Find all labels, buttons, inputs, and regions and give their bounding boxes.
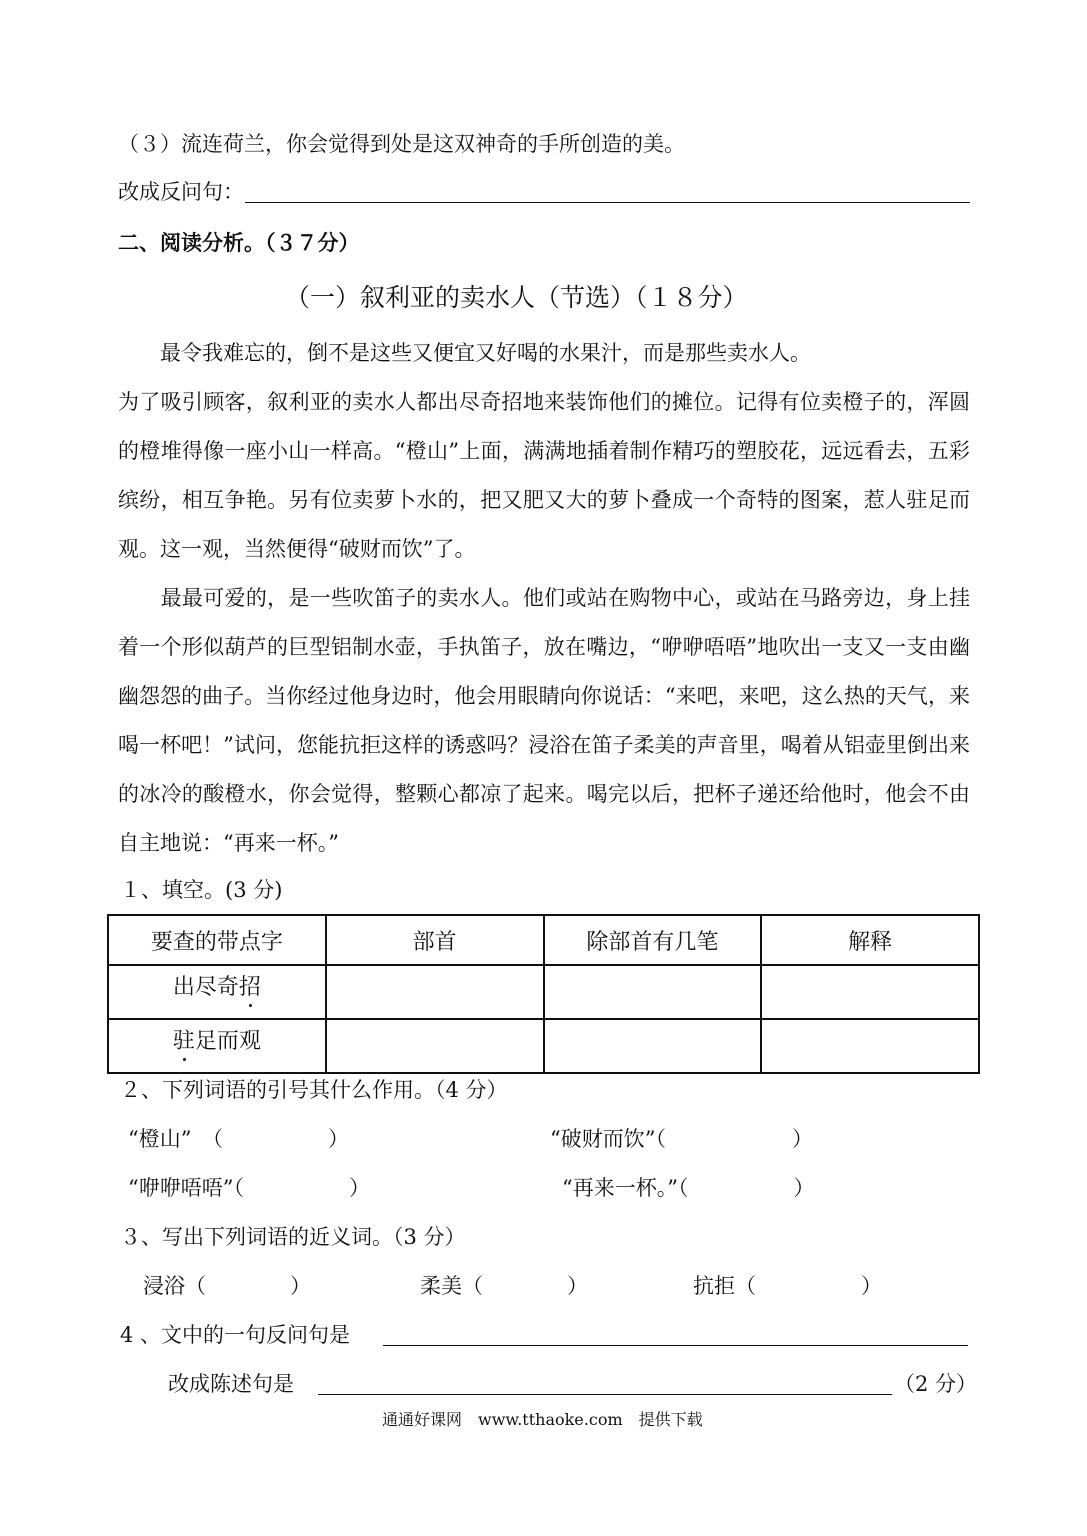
passage-paragraph-1: 最令我难忘的，倒不是这些又便宜又好喝的水果汁，而是那些卖水人。 [118,341,811,365]
word-part: 出尽奇 [172,975,239,1000]
points-label: （2 分） [894,1372,978,1396]
question-3-label: ３、写出下列词语的近义词。（3 分） [120,1225,466,1249]
answer-line[interactable] [318,1394,892,1395]
answer-cell[interactable] [326,1019,544,1073]
passage-paragraph-3: 最最可爱的，是一些吹笛子的卖水人。他们或站在购物中心，或站在马路旁边，身上挂着一个形似葫芦的巨型铝制水壶，手执笛子，放在嘴边，“咿咿唔唔”地吹出一支又一支由幽幽怨怨的曲子。当你经过他身边时，他会用眼睛向你说话：“来吧，来吧，这么热的天气，来喝一杯吧！”试问，您能抗拒这样的诱惑吗？浸浴在笛子柔美的声音里，喝着从铝壶里倒出来的冰冷的酸橙水，你会觉得，整颗心都凉了起来。喝完以后，把杯子递还给他时，他会不由自主地说：“再来一杯。” [118,586,970,855]
passage [118,329,970,868]
quote-item[interactable]: “橙山” （ ） [128,1127,349,1151]
quote-item[interactable]: “咿咿唔唔”（ ） [128,1176,370,1200]
answer-cell[interactable] [544,1019,762,1073]
answer-line[interactable] [245,202,970,203]
synonym-item[interactable]: 柔美（ ） [420,1274,588,1298]
quote-item[interactable]: “再来一杯。”（ ） [562,1176,815,1200]
table-cell-word [108,1019,326,1073]
synonym-item[interactable]: 浸浴（ ） [143,1274,311,1298]
table-header-row [108,915,979,965]
question-2-label: ２、下列词语的引号其什么作用。（4 分） [120,1078,508,1102]
answer-cell[interactable] [544,965,762,1019]
word-part: 足而观 [194,1029,261,1054]
rewrite-label: 改成反问句： [118,180,244,204]
table-row [108,1019,979,1073]
question-item-3: （３）流连荷兰，你会觉得到处是这双神奇的手所创造的美。 [118,132,685,156]
dotted-character: 招 [238,975,261,1000]
table-cell-word [108,965,326,1019]
dotted-character: 驻 [172,1029,195,1054]
section-heading: 二、阅读分析。（３７分） [118,230,360,255]
table-header: 部首 [326,915,544,965]
passage-paragraph-2: 为了吸引顾客，叙利亚的卖水人都出尽奇招地来装饰他们的摊位。记得有位卖橙子的，浑圆的橙堆得像一座小山一样高。“橙山”上面，满满地插着制作精巧的塑胶花，远远看去，五彩缤纷，相互争艳。另有位卖萝卜水的，把又肥又大的萝卜叠成一个奇特的图案，惹人驻足而观。这一观，当然便得“破财而饮”了。 [118,390,970,561]
fill-in-table [107,914,980,1074]
answer-cell[interactable] [761,965,979,1019]
answer-cell[interactable] [326,965,544,1019]
table-header: 解释 [761,915,979,965]
table-header: 要查的带点字 [108,915,326,965]
answer-cell[interactable] [761,1019,979,1073]
answer-line[interactable] [383,1345,968,1346]
page-footer: 通通好课网 www.tthaoke.com 提供下载 [382,1410,703,1429]
rewrite-label: 改成陈述句是 [168,1372,294,1396]
passage-title: （一）叙利亚的卖水人（节选）（１８分） [285,283,748,312]
question-1-label: １、填空。(3 分) [120,878,283,902]
question-4-label: 4 、文中的一句反问句是 [120,1323,351,1347]
table-header: 除部首有几笔 [544,915,762,965]
synonym-item[interactable]: 抗拒（ ） [693,1274,882,1298]
quote-item[interactable]: “破财而饮”（ ） [550,1127,813,1151]
table-row [108,965,979,1019]
